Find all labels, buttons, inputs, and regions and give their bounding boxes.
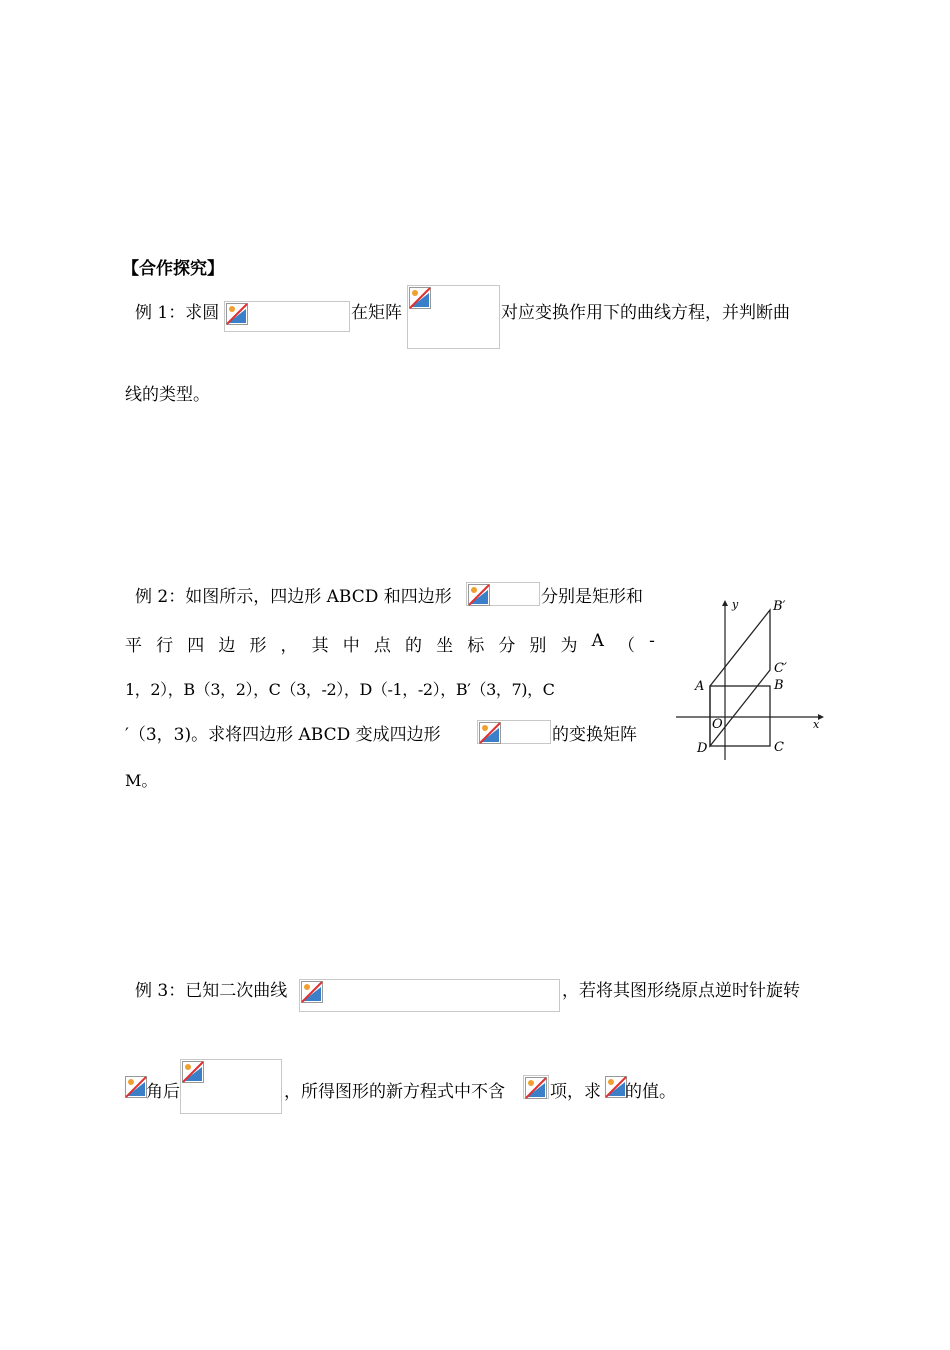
point-c-prime-label: C′	[774, 661, 787, 676]
example1-text-3: 对应变换作用下的曲线方程，并判断曲	[501, 303, 790, 323]
quadrilateral-figure	[668, 590, 828, 765]
y-axis-arrow	[722, 600, 728, 606]
point-b-prime-label: B′	[773, 599, 786, 614]
example3-line-2a: 角后	[146, 1082, 180, 1102]
broken-image-icon	[182, 1061, 204, 1083]
example2-line-1a: 例 2：如图所示，四边形 ABCD 和四边形	[135, 587, 452, 607]
char: 点	[373, 636, 391, 656]
broken-image-icon	[226, 303, 248, 325]
image-placeholder	[604, 1075, 626, 1099]
char: 坐	[436, 636, 454, 656]
broken-image-icon	[468, 584, 490, 606]
char: 形	[249, 636, 267, 656]
example3-line-2c: 项，求	[550, 1082, 601, 1102]
example2-line-4a: ′（3，3)。求将四边形 ABCD 变成四边形	[125, 725, 441, 745]
char: 其	[311, 636, 329, 656]
example2-line-1b: 分别是矩形和	[541, 587, 643, 607]
origin-label: O	[712, 717, 723, 732]
image-placeholder	[299, 979, 560, 1012]
image-placeholder	[523, 1075, 549, 1099]
example3-line-1a: 例 3：已知二次曲线	[135, 981, 288, 1001]
image-placeholder	[407, 285, 500, 349]
char: -	[649, 631, 655, 651]
char: A	[591, 631, 604, 651]
char: 分	[498, 636, 516, 656]
char: ，	[280, 636, 298, 656]
example2-line-3: 1，2），B（3，2），C（3，-2），D（-1，-2），B′（3，7)，C	[125, 680, 555, 699]
broken-image-icon	[409, 287, 431, 309]
char: 边	[218, 636, 236, 656]
char: 行	[156, 636, 174, 656]
y-axis-label: y	[732, 598, 739, 611]
example3-line-2b: ，所得图形的新方程式中不含	[284, 1082, 505, 1102]
example1-text-2: 在矩阵	[351, 303, 402, 323]
image-placeholder	[477, 720, 551, 744]
char: 平	[125, 636, 142, 656]
example1-text-4: 线的类型。	[125, 385, 210, 405]
broken-image-icon	[525, 1077, 547, 1099]
char: 标	[467, 636, 485, 656]
char: 别	[529, 636, 547, 656]
image-placeholder	[124, 1075, 146, 1099]
point-b-label: B	[774, 678, 784, 693]
char: 中	[342, 636, 360, 656]
image-placeholder	[466, 582, 540, 606]
example2-line-4b: 的变换矩阵	[552, 725, 637, 745]
example3-line-2d: 的值。	[625, 1082, 676, 1102]
example1-text-1: 例 1：求圆	[135, 303, 220, 323]
char: 四	[187, 636, 205, 656]
image-placeholder	[224, 301, 350, 332]
example3-line-1b: ，若将其图形绕原点逆时针旋转	[562, 981, 800, 1001]
point-c-label: C	[774, 740, 784, 755]
x-axis-label: x	[813, 718, 820, 731]
char: 的	[404, 636, 422, 656]
rectangle-abcd	[710, 686, 770, 746]
broken-image-icon	[301, 981, 323, 1003]
char: （	[618, 636, 636, 656]
broken-image-icon	[125, 1076, 147, 1098]
broken-image-icon	[479, 722, 501, 744]
example2-line-5: M。	[125, 771, 158, 790]
char: 为	[560, 636, 578, 656]
point-a-label: A	[695, 679, 705, 694]
section-heading: 【合作探究】	[122, 259, 224, 279]
point-d-label: D	[697, 741, 708, 756]
example2-line-2	[125, 631, 655, 656]
broken-image-icon	[605, 1076, 627, 1098]
image-placeholder	[180, 1059, 282, 1114]
